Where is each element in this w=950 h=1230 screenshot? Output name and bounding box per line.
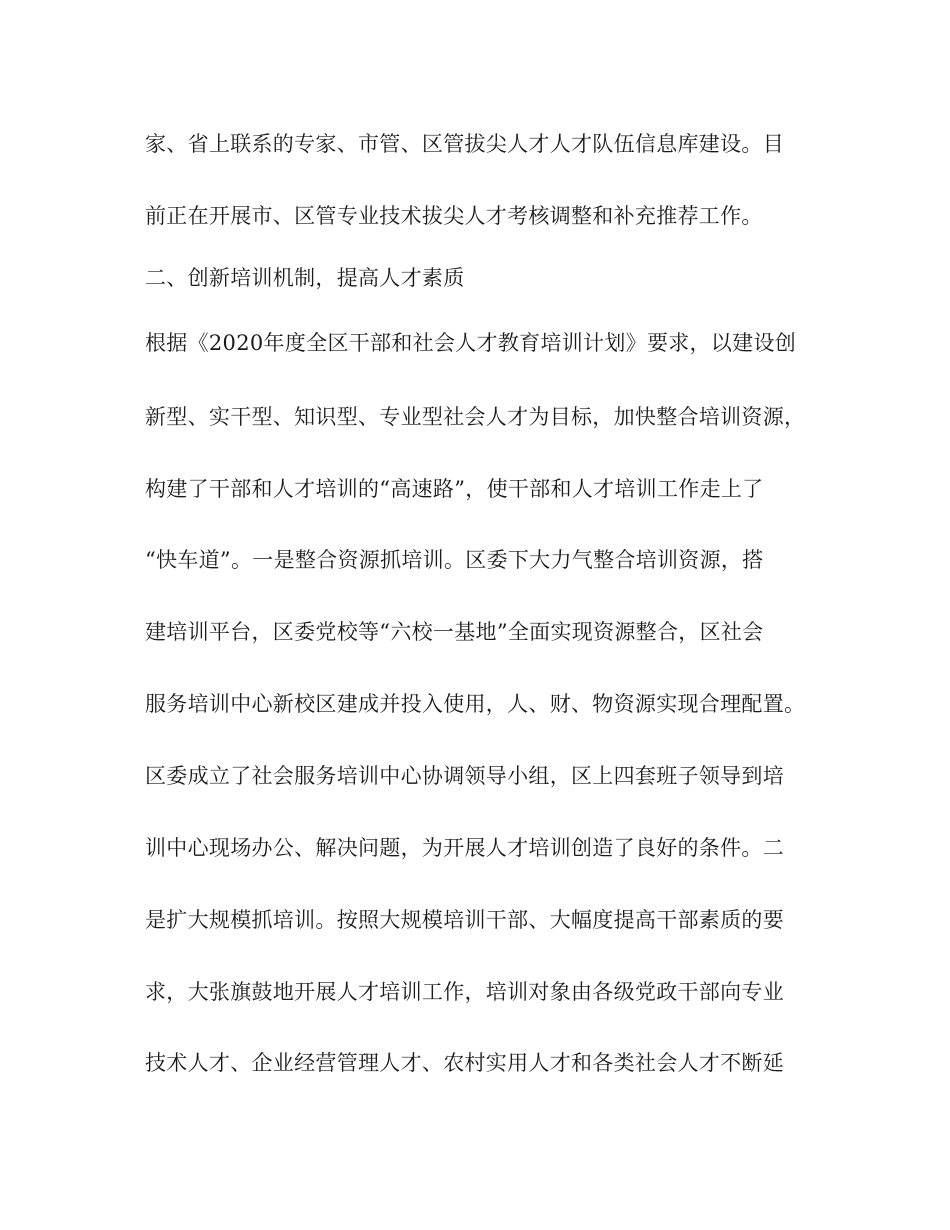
paragraph-line: 前正在开展市、区管专业技术拔尖人才考核调整和补充推荐工作。 <box>145 204 763 228</box>
section-heading: 二、创新培训机制，提高人才素质 <box>145 266 465 290</box>
paragraph-line: 训中心现场办公、解决问题，为开展人才培训创造了良好的条件。二 <box>145 836 784 860</box>
paragraph-line: 服务培训中心新校区建成并投入使用，人、财、物资源实现合理配置。 <box>145 692 806 716</box>
paragraph-line: 技术人才、企业经营管理人才、农村实用人才和各类社会人才不断延 <box>145 1051 784 1075</box>
paragraph-line: 建培训平台，区委党校等“六校一基地”全面实现资源整合，区社会 <box>145 620 764 644</box>
paragraph-line: 构建了干部和人才培训的“高速路”，使干部和人才培训工作走上了 <box>145 477 764 501</box>
paragraph-line: 区委成立了社会服务培训中心协调领导小组，区上四套班子领导到培 <box>145 764 784 788</box>
paragraph-line: 求，大张旗鼓地开展人才培训工作，培训对象由各级党政干部向专业 <box>145 980 784 1004</box>
paragraph-line: “快车道”。一是整合资源抓培训。区委下大力气整合培训资源，搭 <box>145 548 764 572</box>
paragraph-line: 家、省上联系的专家、市管、区管拔尖人才人才队伍信息库建设。目 <box>145 132 784 156</box>
paragraph-line: 新型、实干型、知识型、专业型社会人才为目标，加快整合培训资源， <box>145 405 806 429</box>
paragraph-line: 根据《2020年度全区干部和社会人才教育培训计划》要求，以建设创 <box>145 331 797 355</box>
paragraph-line: 是扩大规模抓培训。按照大规模培训干部、大幅度提高干部素质的要 <box>145 908 784 932</box>
